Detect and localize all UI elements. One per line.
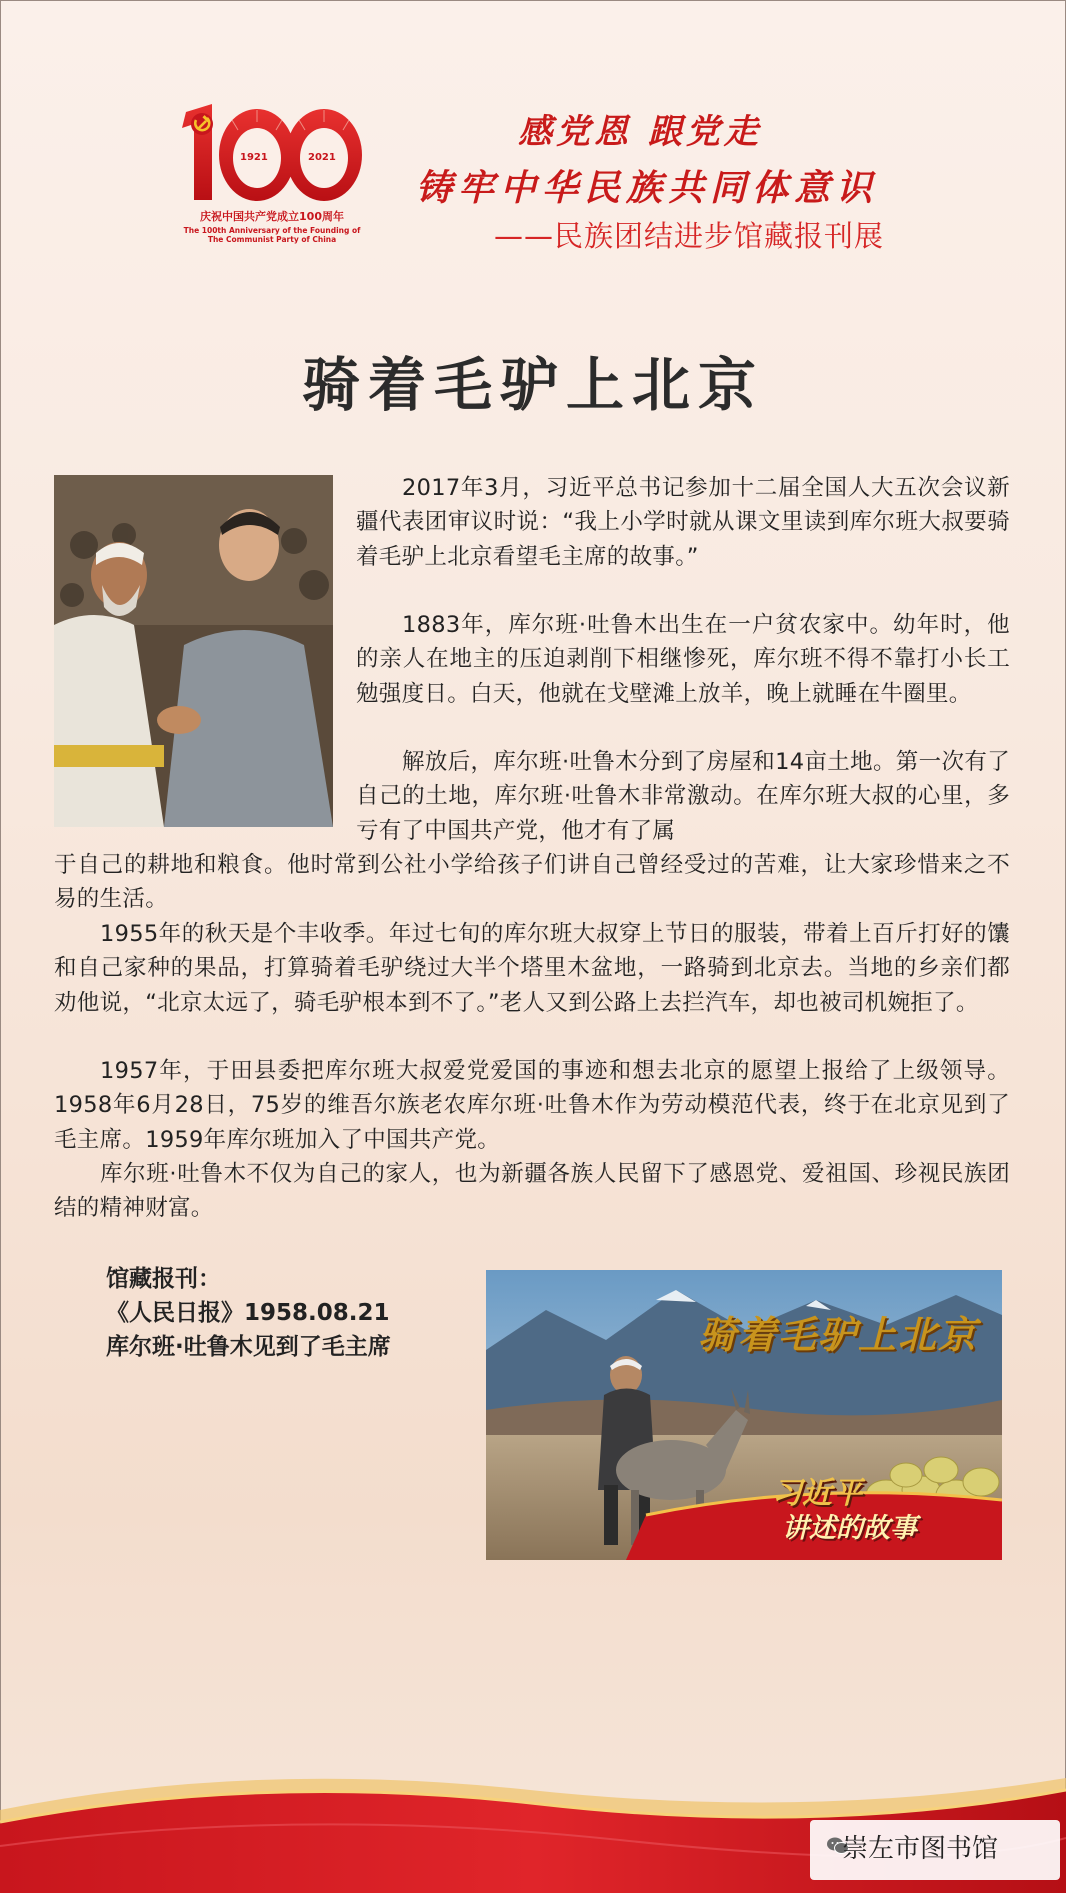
slogan-line-2: 铸牢中华民族共同体意识: [416, 167, 879, 209]
centenary-emblem: [172, 100, 372, 206]
centenary-logo: [172, 100, 372, 250]
exhibition-subtitle: ——民族团结进步馆藏报刊展: [494, 219, 885, 253]
historical-handshake-photo: [54, 475, 333, 827]
article-paragraph-2: 1883年，库尔班·吐鲁木出生在一户贫农家中。幼年时，他的亲人在地主的压迫剥削下相继惨死，库尔班不得不靠打小长工勉强度日。白天，他就在戈壁滩上放羊，晚上就睡在牛圈里。: [356, 612, 1010, 707]
article-paragraph-3a: 解放后，库尔班·吐鲁木分到了房屋和14亩土地。第一次有了自己的土地，库尔班·吐鲁木非常激动。在库尔班大叔的心里，多亏有了中国共产党，他才有了属: [356, 749, 1010, 844]
article-paragraph-3b: 于自己的耕地和粮食。他时常到公社小学给孩子们讲自己曾经受过的苦难，让大家珍惜来之不易的生活。: [54, 852, 1010, 913]
page-title: 骑着毛驴上北京: [301, 351, 764, 419]
logo-caption-en-line1: The 100th Anniversary of the Founding of: [183, 226, 361, 235]
photo-overlay-name: 习近平: [772, 1476, 862, 1511]
photo-overlay-title: 骑着毛驴上北京: [698, 1312, 979, 1357]
logo-caption-en: [172, 226, 372, 244]
article-paragraph-6: 库尔班·吐鲁木不仅为自己的家人，也为新疆各族人民留下了感恩党、爱祖国、珍视民族团结的精神财富。: [54, 1161, 1010, 1222]
logo-year-start: 1921: [240, 152, 268, 163]
library-brand: 崇左市图书馆: [842, 1834, 999, 1864]
logo-caption-en-line2: The Communist Party of China: [207, 235, 337, 244]
logo-caption-cn: 庆祝中国共产党成立100周年: [200, 210, 344, 223]
collection-source: 《人民日报》1958.08.21: [106, 1300, 390, 1326]
article-paragraph-4: 1955年的秋天是个丰收季。年过七旬的库尔班大叔穿上节日的服装，带着上百斤打好的馕和自己家种的果品，打算骑着毛驴绕过大半个塔里木盆地，一路骑到北京去。当地的乡亲们都劝他说，“北京太远了，骑毛驴根本到不了。”老人又到公路上去拦汽车，却也被司机婉拒了。: [54, 921, 1010, 1016]
collection-caption: [106, 1262, 391, 1364]
logo-year-end: 2021: [308, 152, 336, 163]
donkey-ride-photo: [486, 1270, 1002, 1560]
article-paragraph-5: 1957年，于田县委把库尔班大叔爱党爱国的事迹和想去北京的愿望上报给了上级领导。1958年6月28日，75岁的维吾尔族老农库尔班·吐鲁木作为劳动模范代表，终于在北京见到了毛主席。1959年库尔班加入了中国共产党。: [54, 1058, 1010, 1153]
collection-headline: 库尔班·吐鲁木见到了毛主席: [106, 1334, 391, 1360]
article-paragraph-1: 2017年3月，习近平总书记参加十二届全国人大五次会议新疆代表团审议时说：“我上小学时就从课文里读到库尔班大叔要骑着毛驴上北京看望毛主席的故事。”: [356, 475, 1010, 570]
collection-label: 馆藏报刊：: [106, 1266, 221, 1292]
slogan-line-1: 感党恩 跟党走: [518, 112, 762, 152]
hammer-sickle-icon: [191, 113, 213, 135]
photo-overlay-story: 讲述的故事: [782, 1513, 917, 1544]
bottom-ribbon-decoration: [0, 1760, 1066, 1893]
